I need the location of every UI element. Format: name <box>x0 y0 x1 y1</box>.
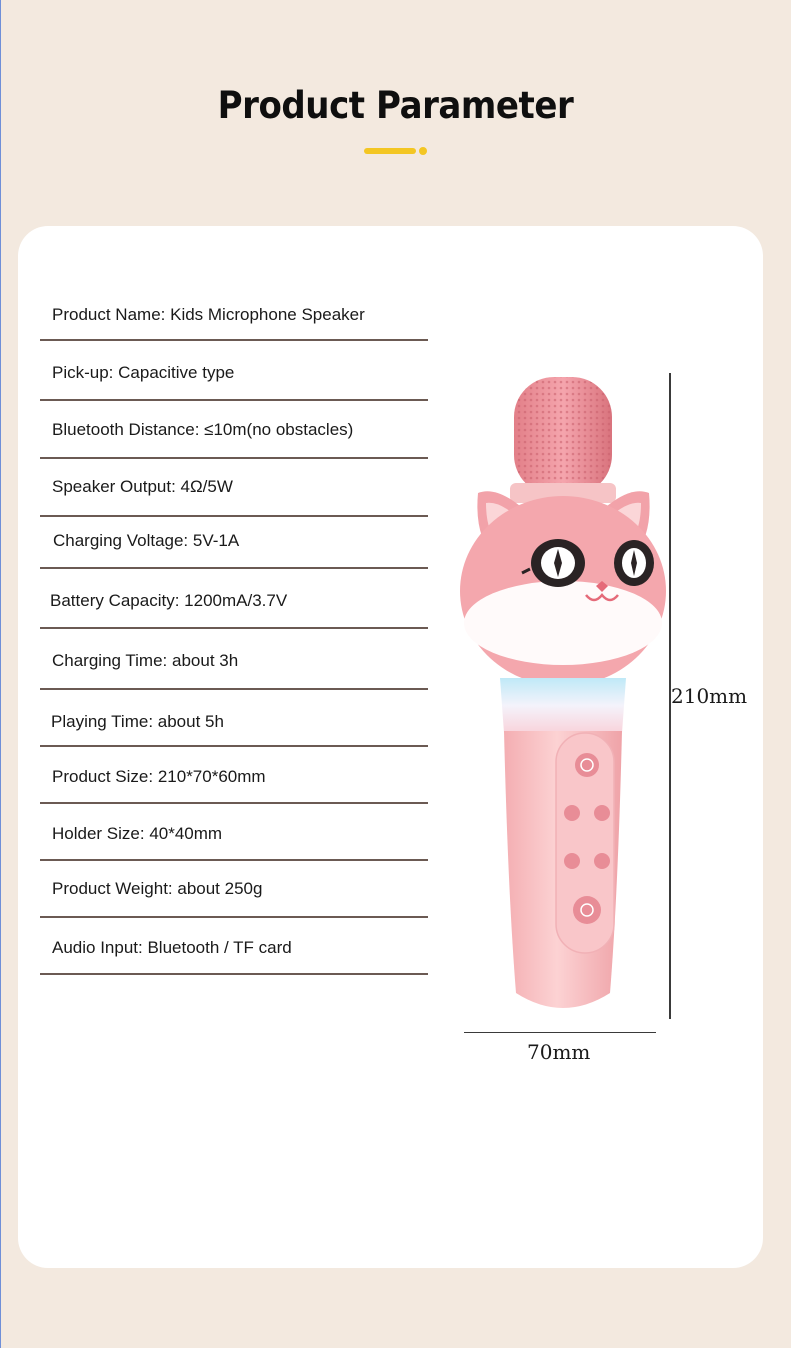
page-title: Product Parameter <box>217 84 574 127</box>
spec-text: Bluetooth Distance: ≤10m(no obstacles) <box>52 420 354 439</box>
spec-text: Product Size: 210*70*60mm <box>52 767 266 786</box>
width-dimension-line <box>464 1032 656 1033</box>
spec-text: Pick-up: Capacitive type <box>52 363 235 382</box>
spec-row <box>40 517 428 569</box>
spec-row <box>40 285 428 341</box>
spec-text: Product Name: Kids Microphone Speaker <box>52 305 365 324</box>
spec-row <box>40 401 428 459</box>
kids-microphone-illustration <box>456 373 671 1018</box>
spec-row <box>40 690 428 747</box>
spec-row <box>40 569 428 629</box>
width-dimension-label: 70mm <box>527 1040 591 1064</box>
spec-text: Charging Voltage: 5V-1A <box>53 531 240 550</box>
spec-text: Product Weight: about 250g <box>52 879 263 898</box>
spec-text: Charging Time: about 3h <box>52 651 239 670</box>
spec-row <box>40 747 428 804</box>
spec-row <box>40 459 428 517</box>
spec-text: Speaker Output: 4Ω/5W <box>52 477 233 496</box>
edge-line <box>0 0 1 1348</box>
spec-text: Playing Time: about 5h <box>51 712 224 731</box>
spec-row <box>40 918 428 975</box>
spec-row <box>40 804 428 861</box>
spec-row <box>40 341 428 401</box>
spec-text: Holder Size: 40*40mm <box>52 824 223 843</box>
spec-row <box>40 861 428 918</box>
spec-text: Audio Input: Bluetooth / TF card <box>52 938 292 957</box>
spec-text: Battery Capacity: 1200mA/3.7V <box>50 591 288 610</box>
title-underline <box>364 148 416 154</box>
spec-row <box>40 629 428 690</box>
height-dimension-label: 210mm <box>671 684 748 708</box>
title-dot <box>419 147 427 155</box>
